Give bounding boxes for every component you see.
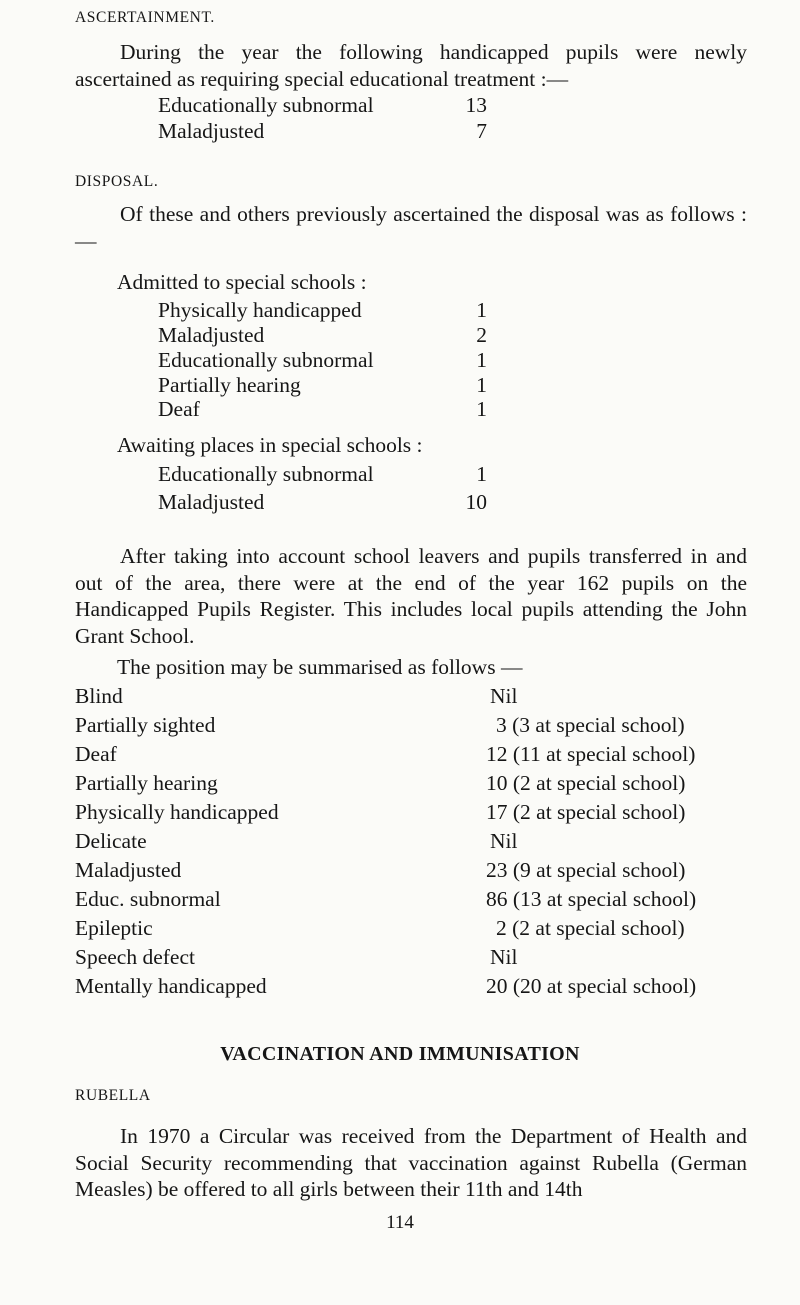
awaiting-item-label: Educationally subnormal [158, 462, 374, 486]
page-number: 114 [386, 1212, 414, 1233]
ascertained-item-value: 13 [465, 93, 487, 117]
summary-label: Deaf [75, 742, 117, 766]
admitted-heading: Admitted to special schools : [117, 270, 367, 294]
admitted-item-label: Maladjusted [158, 323, 265, 347]
admitted-item-value: 2 [476, 323, 487, 347]
admitted-item-value: 1 [476, 373, 487, 397]
admitted-item-value: 1 [476, 397, 487, 421]
summary-value: 10 (2 at special school) [486, 771, 686, 795]
ascertainment-intro [75, 39, 747, 92]
summary-label: Partially sighted [75, 713, 216, 737]
summary-value: 86 (13 at special school) [486, 887, 697, 911]
summary-label: Maladjusted [75, 858, 182, 882]
summary-value: Nil [490, 829, 518, 853]
summary-label: Mentally handicapped [75, 974, 267, 998]
ascertained-item-label: Educationally subnormal [158, 93, 374, 117]
admitted-item-label: Physically handicapped [158, 298, 362, 322]
ascertained-item-value: 7 [476, 119, 487, 143]
awaiting-item-value: 1 [476, 462, 487, 486]
summary-value: Nil [490, 945, 518, 969]
admitted-item-label: Partially hearing [158, 373, 301, 397]
summary-label: Speech defect [75, 945, 195, 969]
summary-value: 20 (20 at special school) [486, 974, 697, 998]
disposal-intro-text: Of these and others previously ascertained the disposal was as follows :— [75, 202, 747, 253]
summary-label: Delicate [75, 829, 147, 853]
summary-label: Blind [75, 684, 123, 708]
admitted-item-label: Educationally subnormal [158, 348, 374, 372]
rubella-heading: RUBELLA [75, 1087, 151, 1104]
ascertained-item-label: Maladjusted [158, 119, 265, 143]
awaiting-item-value: 10 [465, 490, 487, 514]
register-paragraph [75, 543, 747, 649]
disposal-heading: DISPOSAL. [75, 173, 159, 190]
rubella-paragraph [75, 1123, 747, 1203]
awaiting-heading: Awaiting places in special schools : [117, 433, 423, 457]
ascertainment-heading: ASCERTAINMENT. [75, 9, 215, 26]
ascertainment-intro-text: During the year the following handicapped pupils were newly ascertained as requiring special educational treatment :— [75, 40, 747, 91]
summary-value: Nil [490, 684, 518, 708]
awaiting-item-label: Maladjusted [158, 490, 265, 514]
admitted-item-value: 1 [476, 298, 487, 322]
summary-value: 23 (9 at special school) [486, 858, 686, 882]
disposal-intro [75, 201, 747, 254]
summary-intro: The position may be summarised as follows — [117, 655, 523, 679]
summary-label: Educ. subnormal [75, 887, 221, 911]
summary-value: 3 (3 at special school) [496, 713, 685, 737]
rubella-paragraph-text: In 1970 a Circular was received from the Department of Health and Social Security recommending that vaccination against Rubella (German Measles) be offered to all girls between their 11th and 14th [75, 1124, 747, 1201]
summary-value: 12 (11 at special school) [486, 742, 696, 766]
admitted-item-label: Deaf [158, 397, 200, 421]
summary-value: 17 (2 at special school) [486, 800, 686, 824]
summary-label: Physically handicapped [75, 800, 279, 824]
summary-value: 2 (2 at special school) [496, 916, 685, 940]
summary-label: Partially hearing [75, 771, 218, 795]
register-paragraph-text: After taking into account school leavers and pupils transferred in and out of the area, there were at the end of the year 162 pupils on the Handicapped Pupils Register. This includes local pupils attending the John Grant School. [75, 544, 747, 648]
admitted-item-value: 1 [476, 348, 487, 372]
summary-label: Epileptic [75, 916, 153, 940]
vaccination-heading: VACCINATION AND IMMUNISATION [220, 1043, 580, 1065]
